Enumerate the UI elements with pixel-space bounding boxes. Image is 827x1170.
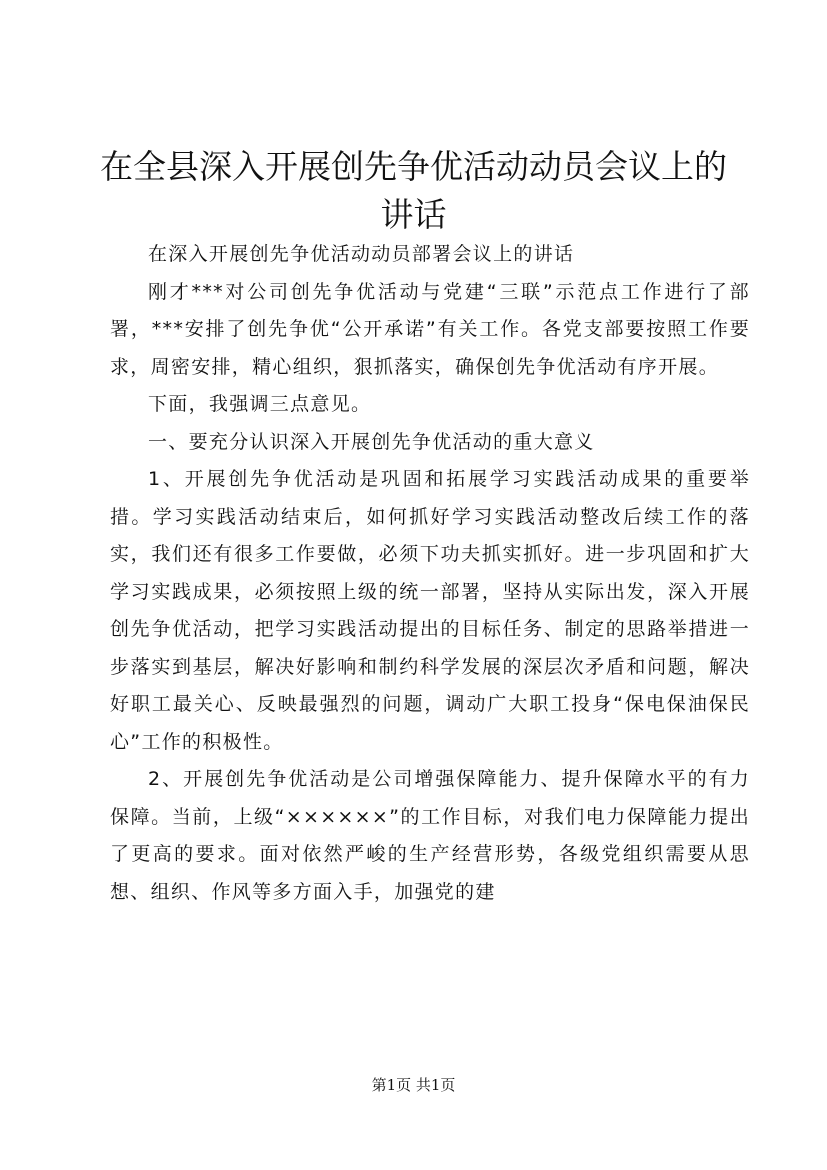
document-title: 在全县深入开展创先争优活动动员会议上的讲话 bbox=[100, 147, 727, 234]
section-heading: 一、要充分认识深入开展创先争优活动的重大意义 bbox=[148, 430, 595, 453]
body-paragraph: 下面，我强调三点意见。 bbox=[148, 393, 372, 415]
document-body bbox=[110, 236, 750, 911]
subtitle-paragraph: 在深入开展创先争优活动动员部署会议上的讲话 bbox=[148, 243, 575, 265]
body-paragraph: 2、开展创先争优活动是公司增强保障能力、提升保障水平的有力保障。当前，上级“××××××”的工作目标，对我们电力保障能力提出了更高的要求。面对依然严峻的生产经营形势，各级党组织需要从思想、组织、作风等多方面入手，加强党的建 bbox=[110, 768, 750, 903]
body-paragraph: 1、开展创先争优活动是巩固和拓展学习实践活动成果的重要举措。学习实践活动结束后，如何抓好学习实践活动整改后续工作的落实，我们还有很多工作要做，必须下功夫抓实抓好。进一步巩固和扩大学习实践成果，必须按照上级的统一部署，坚持从实际出发，深入开展创先争优活动，把学习实践活动提出的目标任务、制定的思路举措进一步落实到基层，解决好影响和制约科学发展的深层次矛盾和问题，解决好职工最关心、反映最强烈的问题，调动广大职工投身“保电保油保民心”工作的积极性。 bbox=[110, 468, 750, 753]
page-footer: 第1页 共1页 bbox=[371, 1076, 456, 1094]
body-paragraph: 刚才***对公司创先争优活动与党建“三联”示范点工作进行了部署，***安排了创先争优“公开承诺”有关工作。各党支部要按照工作要求，周密安排，精心组织，狠抓落实，确保创先争优活动有序开展。 bbox=[110, 280, 750, 378]
